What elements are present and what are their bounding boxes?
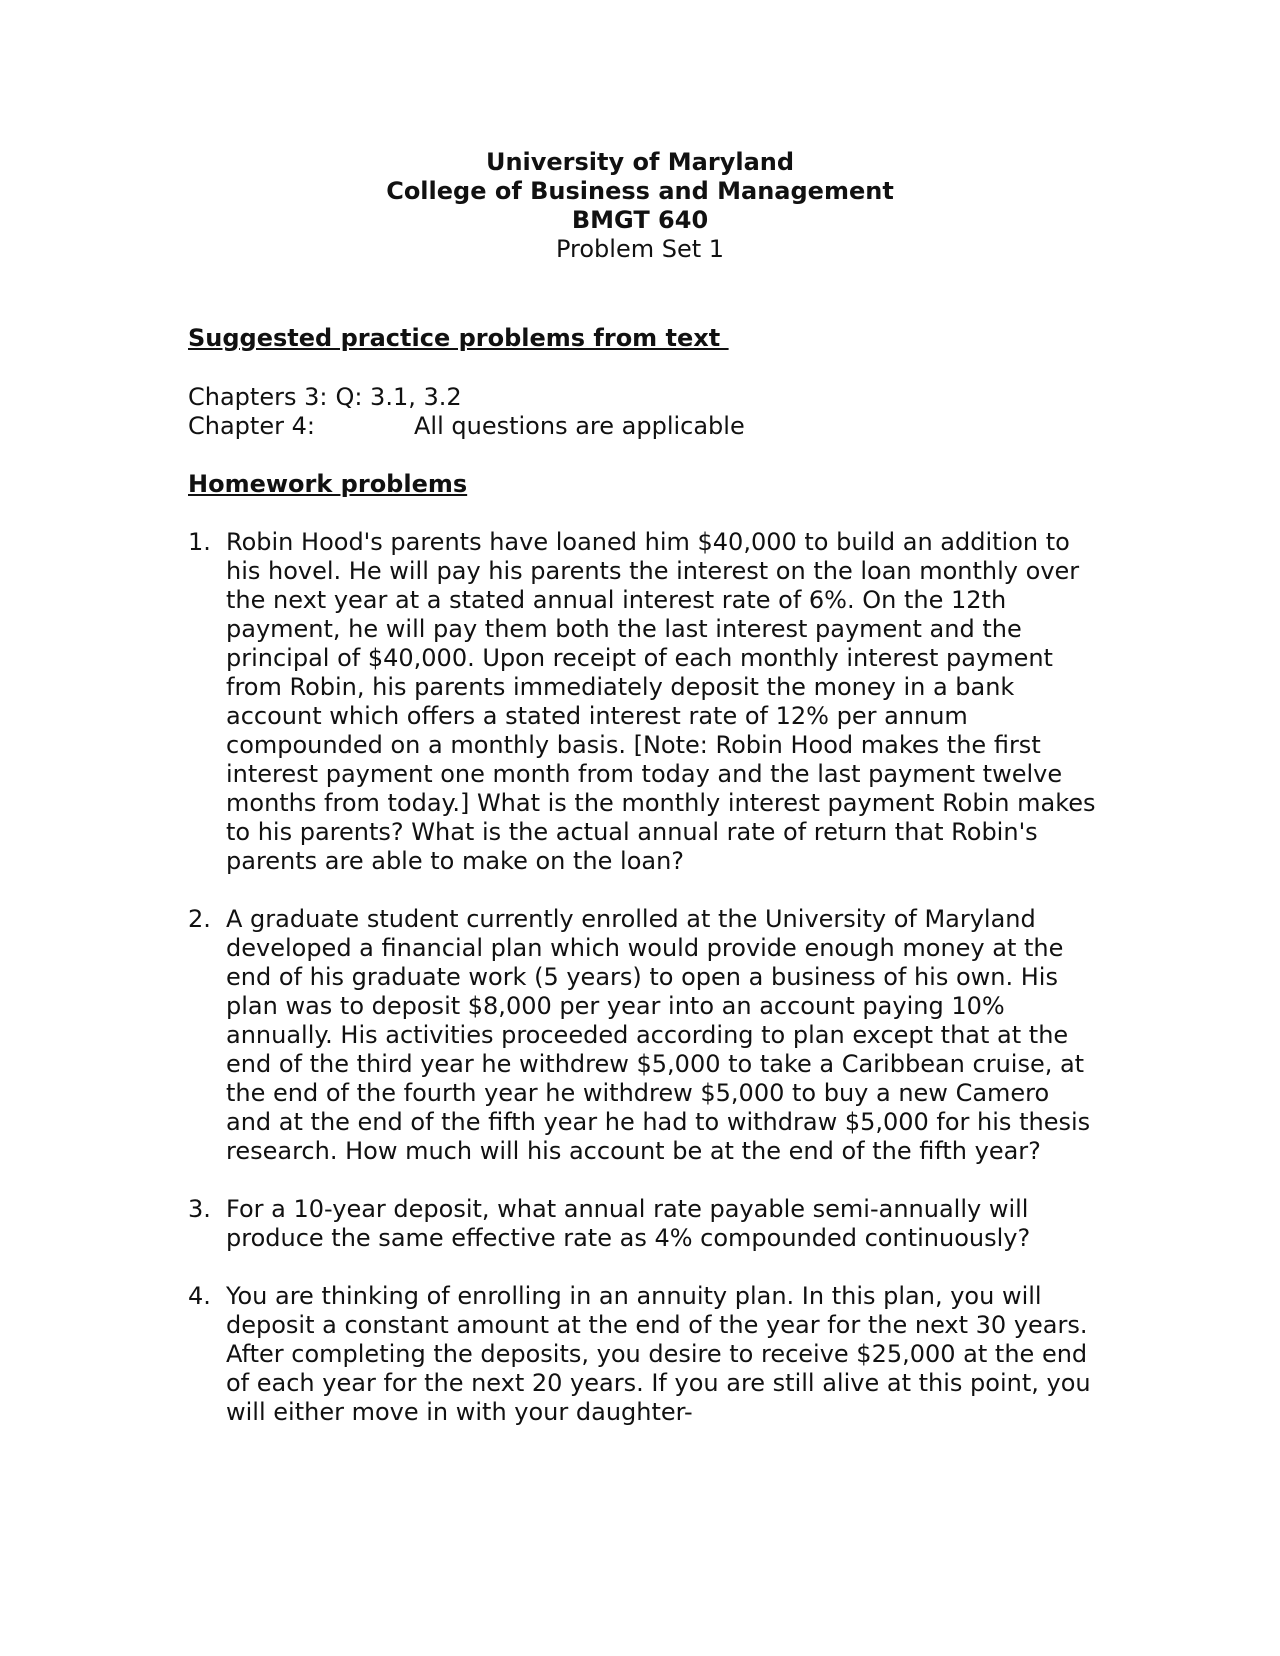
homework-problem-list	[188, 528, 1098, 1456]
chapter-row	[188, 412, 745, 441]
chapter-detail: Q: 3.1, 3.2	[335, 383, 462, 411]
problem-item	[188, 528, 1098, 876]
problem-number: 3.	[188, 1195, 211, 1223]
homework-problems-heading: Homework problems	[188, 470, 468, 498]
problem-number: 2.	[188, 905, 211, 933]
course-code: BMGT 640	[571, 206, 709, 234]
chapter-label: Chapters 3:	[188, 383, 328, 411]
chapter-detail: All questions are applicable	[414, 412, 745, 440]
chapter-row	[188, 383, 462, 412]
suggested-problems-heading: Suggested practice problems from text	[188, 324, 729, 352]
problem-text: For a 10-year deposit, what annual rate payable semi-annually will produce the same effective rate as 4% compounded continuously?	[226, 1195, 1031, 1252]
problem-item	[188, 1282, 1098, 1427]
college-name: College of Business and Management	[386, 177, 894, 205]
university-name: University of Maryland	[485, 148, 795, 176]
document-header	[0, 148, 1280, 264]
problem-number: 1.	[188, 528, 211, 556]
problem-text: You are thinking of enrolling in an annuity plan. In this plan, you will deposit a constant amount at the end of the year for the next 30 years. After completing the deposits, you desire to receive $25,000 at the end of each year for the next 20 years. If you are still alive at this point, you will either move in with your daughter-	[226, 1282, 1091, 1426]
problem-set-title: Problem Set 1	[555, 235, 725, 263]
chapter-list	[188, 383, 745, 441]
problem-text: A graduate student currently enrolled at the University of Maryland developed a financial plan which would provide enough money at the end of his graduate work (5 years) to open a business of his own. His plan was to deposit $8,000 per year into an account paying 10% annually. His activities proceeded according to plan except that at the end of the third year he withdrew $5,000 to take a Caribbean cruise, at the end of the fourth year he withdrew $5,000 to buy a new Camero and at the end of the fifth year he had to withdraw $5,000 for his thesis research. How much will his account be at the end of the fifth year?	[226, 905, 1091, 1165]
problem-item	[188, 1195, 1098, 1253]
chapter-label: Chapter 4:	[188, 412, 315, 440]
problem-item	[188, 905, 1098, 1166]
problem-number: 4.	[188, 1282, 211, 1310]
problem-text: Robin Hood's parents have loaned him $40,000 to build an addition to his hovel. He will pay his parents the interest on the loan monthly over the next year at a stated annual interest rate of 6%. On the 12th payment, he will pay them both the last interest payment and the principal of $40,000. Upon receipt of each monthly interest payment from Robin, his parents immediately deposit the money in a bank account which offers a stated interest rate of 12% per annum compounded on a monthly basis. [Note: Robin Hood makes the first interest payment one month from today and the last payment twelve months from today.] What is the monthly interest payment Robin makes to his parents? What is the actual annual rate of return that Robin's parents are able to make on the loan?	[226, 528, 1096, 875]
